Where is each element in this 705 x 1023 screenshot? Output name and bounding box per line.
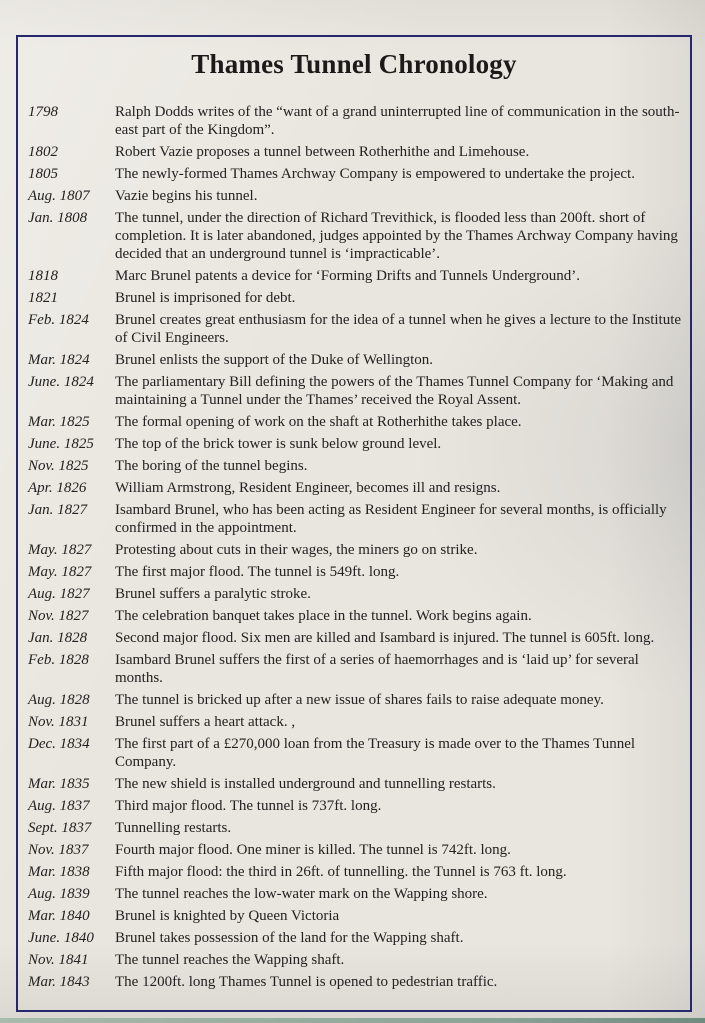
- timeline-row: [28, 951, 690, 969]
- entry-description: Vazie begins his tunnel.: [115, 188, 258, 204]
- timeline-row: [28, 563, 690, 581]
- entry-date: Nov. 1825: [28, 458, 89, 474]
- entry-description: Brunel is imprisoned for debt.: [115, 290, 296, 306]
- entry-date: Nov. 1831: [28, 714, 89, 730]
- entry-description: Tunnelling restarts.: [115, 820, 232, 836]
- entry-date: Feb. 1828: [28, 652, 89, 668]
- entry-date: 1802: [28, 144, 58, 160]
- entry-description: Brunel suffers a heart attack. ,: [115, 714, 296, 730]
- entry-description: Robert Vazie proposes a tunnel between Rotherhithe and Limehouse.: [115, 144, 530, 160]
- timeline-row: [28, 863, 690, 881]
- entry-description: Brunel is knighted by Queen Victoria: [115, 908, 340, 924]
- entry-date: June. 1840: [28, 930, 94, 946]
- entry-description: Second major flood. Six men are killed and Isambard is injured. The tunnel is 605ft. long.: [115, 630, 655, 646]
- entry-description: Brunel suffers a paralytic stroke.: [115, 586, 311, 602]
- entry-date: Mar. 1838: [28, 864, 90, 880]
- timeline-row: [28, 629, 690, 647]
- entry-date: May. 1827: [28, 542, 92, 558]
- timeline-row: [28, 973, 690, 991]
- entry-date: Nov. 1827: [28, 608, 89, 624]
- timeline-row: [28, 841, 690, 859]
- timeline-row: [28, 479, 690, 497]
- timeline-row: [28, 351, 690, 369]
- timeline-row: [28, 819, 690, 837]
- timeline-row: [28, 885, 690, 903]
- timeline-row: [28, 797, 690, 815]
- entry-description: Brunel enlists the support of the Duke of Wellington.: [115, 352, 434, 368]
- timeline-row: [28, 691, 690, 709]
- entry-description: Fourth major flood. One miner is killed. The tunnel is 742ft. long.: [115, 842, 511, 858]
- timeline-row: [28, 775, 690, 793]
- entry-date: Aug. 1837: [28, 798, 90, 814]
- entry-date: 1798: [28, 104, 58, 120]
- entry-description: The boring of the tunnel begins.: [115, 458, 308, 474]
- entry-date: 1818: [28, 268, 58, 284]
- timeline-row: [28, 187, 690, 205]
- timeline-row: [28, 713, 690, 731]
- entry-date: Mar. 1825: [28, 414, 90, 430]
- chronology-list: [28, 103, 690, 995]
- page-border-frame: [16, 35, 692, 1012]
- timeline-row: [28, 457, 690, 475]
- entry-date: Mar. 1840: [28, 908, 90, 924]
- entry-description: The formal opening of work on the shaft at Rotherhithe takes place.: [115, 414, 522, 430]
- entry-date: Nov. 1837: [28, 842, 89, 858]
- entry-date: Aug. 1839: [28, 886, 90, 902]
- entry-date: Apr. 1826: [28, 480, 87, 496]
- timeline-row: [28, 651, 690, 687]
- timeline-row: [28, 103, 690, 139]
- entry-date: Jan. 1827: [28, 502, 88, 518]
- entry-description: The newly-formed Thames Archway Company is empowered to undertake the project.: [115, 166, 635, 182]
- entry-date: Mar. 1843: [28, 974, 90, 990]
- entry-description: The tunnel is bricked up after a new issue of shares fails to raise adequate money.: [115, 692, 604, 708]
- entry-description: Brunel takes possession of the land for the Wapping shaft.: [115, 930, 464, 946]
- timeline-row: [28, 267, 690, 285]
- entry-date: May. 1827: [28, 564, 92, 580]
- entry-date: Feb. 1824: [28, 312, 89, 328]
- entry-date: Dec. 1834: [28, 736, 90, 752]
- entry-date: Aug. 1828: [28, 692, 90, 708]
- entry-description: The tunnel reaches the Wapping shaft.: [115, 952, 345, 968]
- entry-description: Isambard Brunel, who has been acting as Resident Engineer for several months, is officially confirmed in the appointment.: [115, 502, 667, 536]
- timeline-row: [28, 585, 690, 603]
- entry-date: Mar. 1835: [28, 776, 90, 792]
- entry-date: June. 1824: [28, 374, 94, 390]
- entry-date: Jan. 1828: [28, 630, 88, 646]
- timeline-row: [28, 209, 690, 263]
- entry-description: Protesting about cuts in their wages, the miners go on strike.: [115, 542, 478, 558]
- timeline-row: [28, 541, 690, 559]
- entry-date: Sept. 1837: [28, 820, 92, 836]
- timeline-row: [28, 735, 690, 771]
- entry-date: June. 1825: [28, 436, 94, 452]
- entry-description: The tunnel reaches the low-water mark on the Wapping shore.: [115, 886, 488, 902]
- entry-description: Brunel creates great enthusiasm for the idea of a tunnel when he gives a lecture to the Institute of Civil Engineers.: [115, 312, 682, 346]
- entry-description: Isambard Brunel suffers the first of a series of haemorrhages and is ‘laid up’ for several months.: [115, 652, 639, 686]
- entry-description: The celebration banquet takes place in the tunnel. Work begins again.: [115, 608, 532, 624]
- entry-description: Third major flood. The tunnel is 737ft. long.: [115, 798, 382, 814]
- entry-description: The first part of a £270,000 loan from the Treasury is made over to the Thames Tunnel Company.: [115, 736, 636, 770]
- entry-date: 1805: [28, 166, 58, 182]
- timeline-row: [28, 311, 690, 347]
- entry-date: Jan. 1808: [28, 210, 88, 226]
- entry-date: Aug. 1807: [28, 188, 90, 204]
- timeline-row: [28, 501, 690, 537]
- timeline-row: [28, 929, 690, 947]
- timeline-row: [28, 413, 690, 431]
- page-title: Thames Tunnel Chronology: [191, 49, 517, 79]
- timeline-row: [28, 289, 690, 307]
- entry-date: 1821: [28, 290, 58, 306]
- entry-description: The new shield is installed underground and tunnelling restarts.: [115, 776, 496, 792]
- entry-description: Fifth major flood: the third in 26ft. of tunnelling. the Tunnel is 763 ft. long.: [115, 864, 567, 880]
- entry-date: Mar. 1824: [28, 352, 90, 368]
- timeline-row: [28, 435, 690, 453]
- entry-description: Marc Brunel patents a device for ‘Forming Drifts and Tunnels Underground’.: [115, 268, 581, 284]
- entry-date: Nov. 1841: [28, 952, 89, 968]
- entry-description: The 1200ft. long Thames Tunnel is opened to pedestrian traffic.: [115, 974, 498, 990]
- timeline-row: [28, 165, 690, 183]
- timeline-row: [28, 143, 690, 161]
- entry-description: Ralph Dodds writes of the “want of a grand uninterrupted line of communication in the south-east part of the Kingdom”.: [115, 104, 680, 138]
- table-surface-edge: [0, 1018, 705, 1023]
- entry-date: Aug. 1827: [28, 586, 90, 602]
- entry-description: The tunnel, under the direction of Richard Trevithick, is flooded less than 200ft. short of completion. It is later abandoned, judges appointed by the Thames Archway Company having decided that an underground tunnel is ‘impracticable’.: [115, 210, 678, 262]
- timeline-row: [28, 907, 690, 925]
- timeline-row: [28, 607, 690, 625]
- entry-description: The first major flood. The tunnel is 549ft. long.: [115, 564, 400, 580]
- entry-description: The top of the brick tower is sunk below ground level.: [115, 436, 442, 452]
- timeline-row: [28, 373, 690, 409]
- entry-description: The parliamentary Bill defining the powers of the Thames Tunnel Company for ‘Making and maintaining a Tunnel under the Thames’ received the Royal Assent.: [115, 374, 674, 408]
- entry-description: William Armstrong, Resident Engineer, becomes ill and resigns.: [115, 480, 501, 496]
